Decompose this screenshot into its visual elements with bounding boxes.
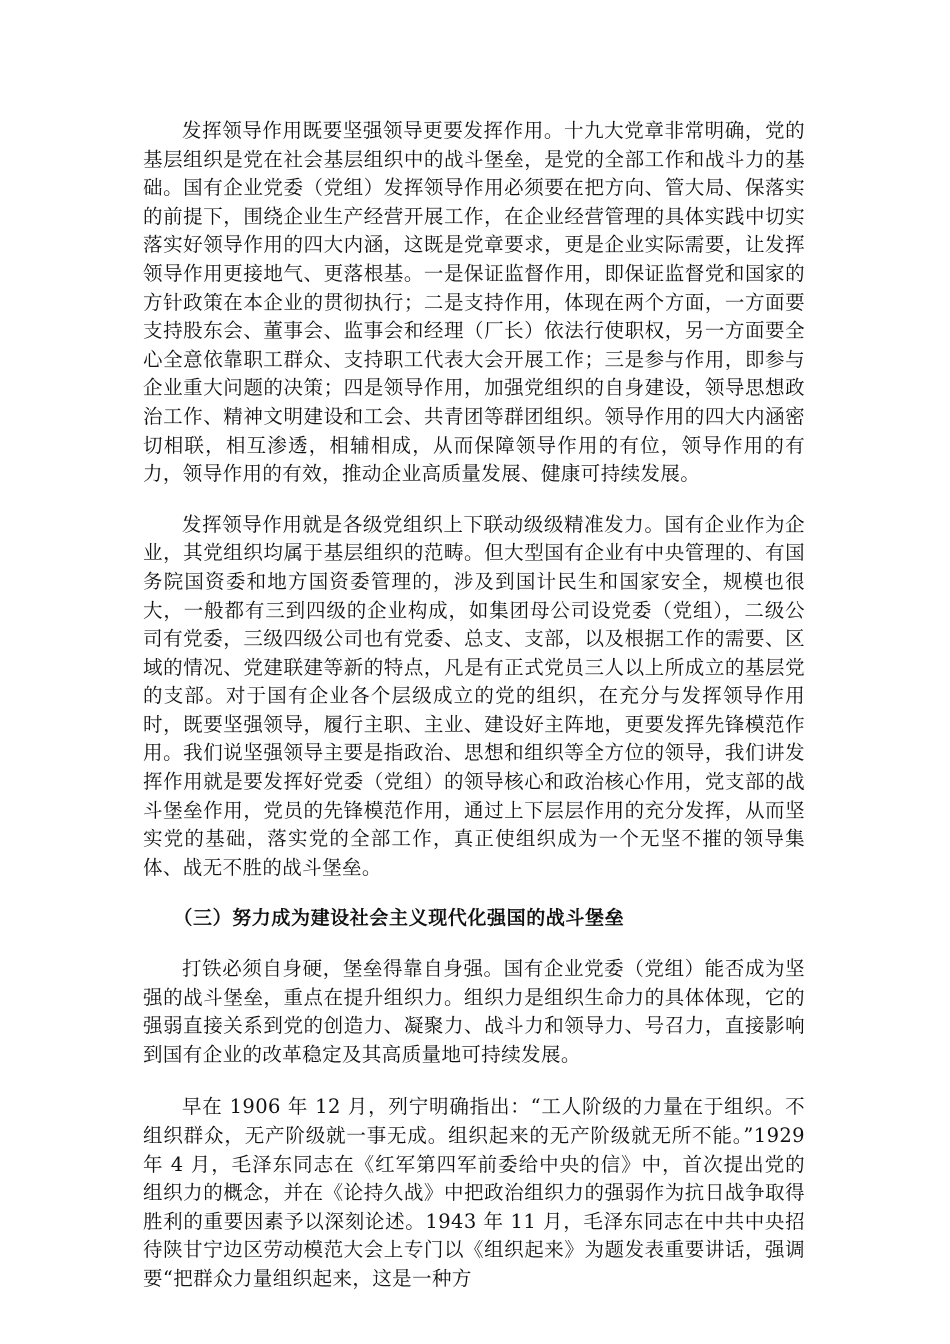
paragraph-organizational-strength: 打铁必须自身硬，堡垒得靠自身强。国有企业党委（党组）能否成为坚强的战斗堡垒，重点在提升组织力。组织力是组织生命力的具体体现，它的强弱直接关系到党的创造力、凝聚力、战斗力和领导力、号召力，直接影响到国有企业的改革稳定及其高质量地可持续发展。 (143, 957, 805, 1066)
paragraph-multi-level-organizations: 发挥领导作用就是各级党组织上下联动级级精准发力。国有企业作为企业，其党组织均属于基层组织的范畴。但大型国有企业有中央管理的、有国务院国资委和地方国资委管理的，涉及到国计民生和国家安全，规模也很大，一般都有三到四级的企业构成，如集团母公司设党委（党组），二级公司有党委，三级四级公司也有党委、总支、支部，以及根据工作的需要、区域的情况、党建联建等新的特点，凡是有正式党员三人以上所成立的基层党的支部。对于国有企业各个层级成立的党的组织，在充分与发挥领导作用时，既要坚强领导，履行主职、主业、建设好主阵地，更要发挥先锋模范作用。我们说坚强领导主要是指政治、思想和组织等全方位的领导，我们讲发挥作用就是要发挥好党委（党组）的领导核心和政治核心作用，党支部的战斗堡垒作用，党员的先锋模范作用，通过上下层层作用的充分发挥，从而坚实党的基础，落实党的全部工作，真正使组织成为一个无坚不摧的领导集体、战无不胜的战斗堡垒。 (143, 512, 805, 879)
paragraph-historical-quotes: 早在 1906 年 12 月，列宁明确指出：“工人阶级的力量在于组织。不组织群众，无产阶级就一事无成。组织起来的无产阶级就无所不能。”1929 年 4 月，毛泽东同志在《红军第四军前委给中央的信》中，首次提出党的组织力的概念，并在《论持久战》中把政治组织力的强弱作为抗日战争取得胜利的重要因素予以深刻论述。1943 年 11 月，毛泽东同志在中共中央招待陕甘宁边区劳动模范大会上专门以《组织起来》为题发表重要讲话，强调要“把群众力量组织起来，这是一种方 (143, 1095, 805, 1290)
document-body (143, 117, 805, 1294)
paragraph-leadership-role: 发挥领导作用既要坚强领导更要发挥作用。十九大党章非常明确，党的基层组织是党在社会基层组织中的战斗堡垒，是党的全部工作和战斗力的基础。国有企业党委（党组）发挥领导作用必须要在把方向、管大局、保落实的前提下，围绕企业生产经营开展工作，在企业经营管理的具体实践中切实落实好领导作用的四大内涵，这既是党章要求，更是企业实际需要，让发挥领导作用更接地气、更落根基。一是保证监督作用，即保证监督党和国家的方针政策在本企业的贯彻执行；二是支持作用，体现在两个方面，一方面要支持股东会、董事会、监事会和经理（厂长）依法行使职权，另一方面要全心全意依靠职工群众、支持职工代表大会开展工作；三是参与作用，即参与企业重大问题的决策；四是领导作用，加强党组织的自身建设，领导思想政治工作、精神文明建设和工会、共青团等群团组织。领导作用的四大内涵密切相联，相互渗透，相辅相成，从而保障领导作用的有位，领导作用的有力，领导作用的有效，推动企业高质量发展、健康可持续发展。 (143, 119, 805, 486)
section-heading: （三）努力成为建设社会主义现代化强国的战斗堡垒 (173, 907, 625, 930)
